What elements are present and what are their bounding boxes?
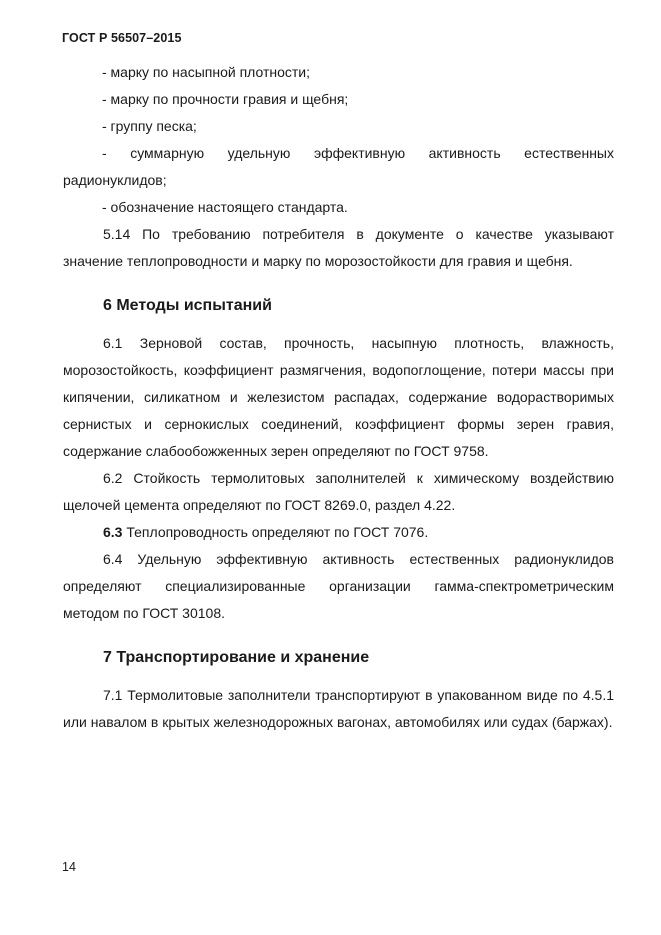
clause-text: Теплопроводность определяют по ГОСТ 7076. — [122, 524, 429, 540]
section-heading-6: 6 Методы испытаний — [103, 297, 272, 314]
document-body — [63, 59, 614, 736]
list-item: - группу песка; — [102, 118, 197, 134]
section-heading-7: 7 Транспортирование и хранение — [103, 649, 370, 666]
paragraph-6-3 — [63, 519, 614, 546]
clause-number: 6.3 — [103, 524, 123, 540]
list-item: - суммарную удельную эффективную активность естественных радионуклидов; — [63, 145, 614, 188]
list-item: - обозначение настоящего стандарта. — [102, 199, 348, 215]
paragraph-5-14: 5.14 По требованию потребителя в документе о качестве указывают значение теплопроводности и марку по морозостойкости для гравия и щебня. — [63, 226, 614, 269]
paragraph-6-4: 6.4 Удельную эффективную активность естественных радионуклидов определяют специализированные организации гамма-спектрометрическим методом по ГОСТ 30108. — [63, 551, 614, 621]
paragraph-6-1: 6.1 Зерновой состав, прочность, насыпную плотность, влажность, морозостойкость, коэффициент размягчения, водопоглощение, потери массы при кипячении, силикатном и железистом распадах, содержание водорастворимых сернистых и сернокислых соединений, коэффициент формы зерен гравия, содержание слабообожженных зерен определяют по ГОСТ 9758. — [63, 335, 614, 459]
list-item: - марку по прочности гравия и щебня; — [102, 91, 349, 107]
paragraph-6-2: 6.2 Стойкость термолитовых заполнителей к химическому воздействию щелочей цемента определяют по ГОСТ 8269.0, раздел 4.22. — [63, 470, 614, 513]
paragraph-7-1: 7.1 Термолитовые заполнители транспортируют в упакованном виде по 4.5.1 или навалом в крытых железнодорожных вагонах, автомобилях или судах (баржах). — [63, 687, 614, 730]
page-number: 14 — [62, 860, 76, 874]
list-item: - марку по насыпной плотности; — [102, 64, 311, 80]
document-header: ГОСТ Р 56507–2015 — [62, 31, 182, 45]
